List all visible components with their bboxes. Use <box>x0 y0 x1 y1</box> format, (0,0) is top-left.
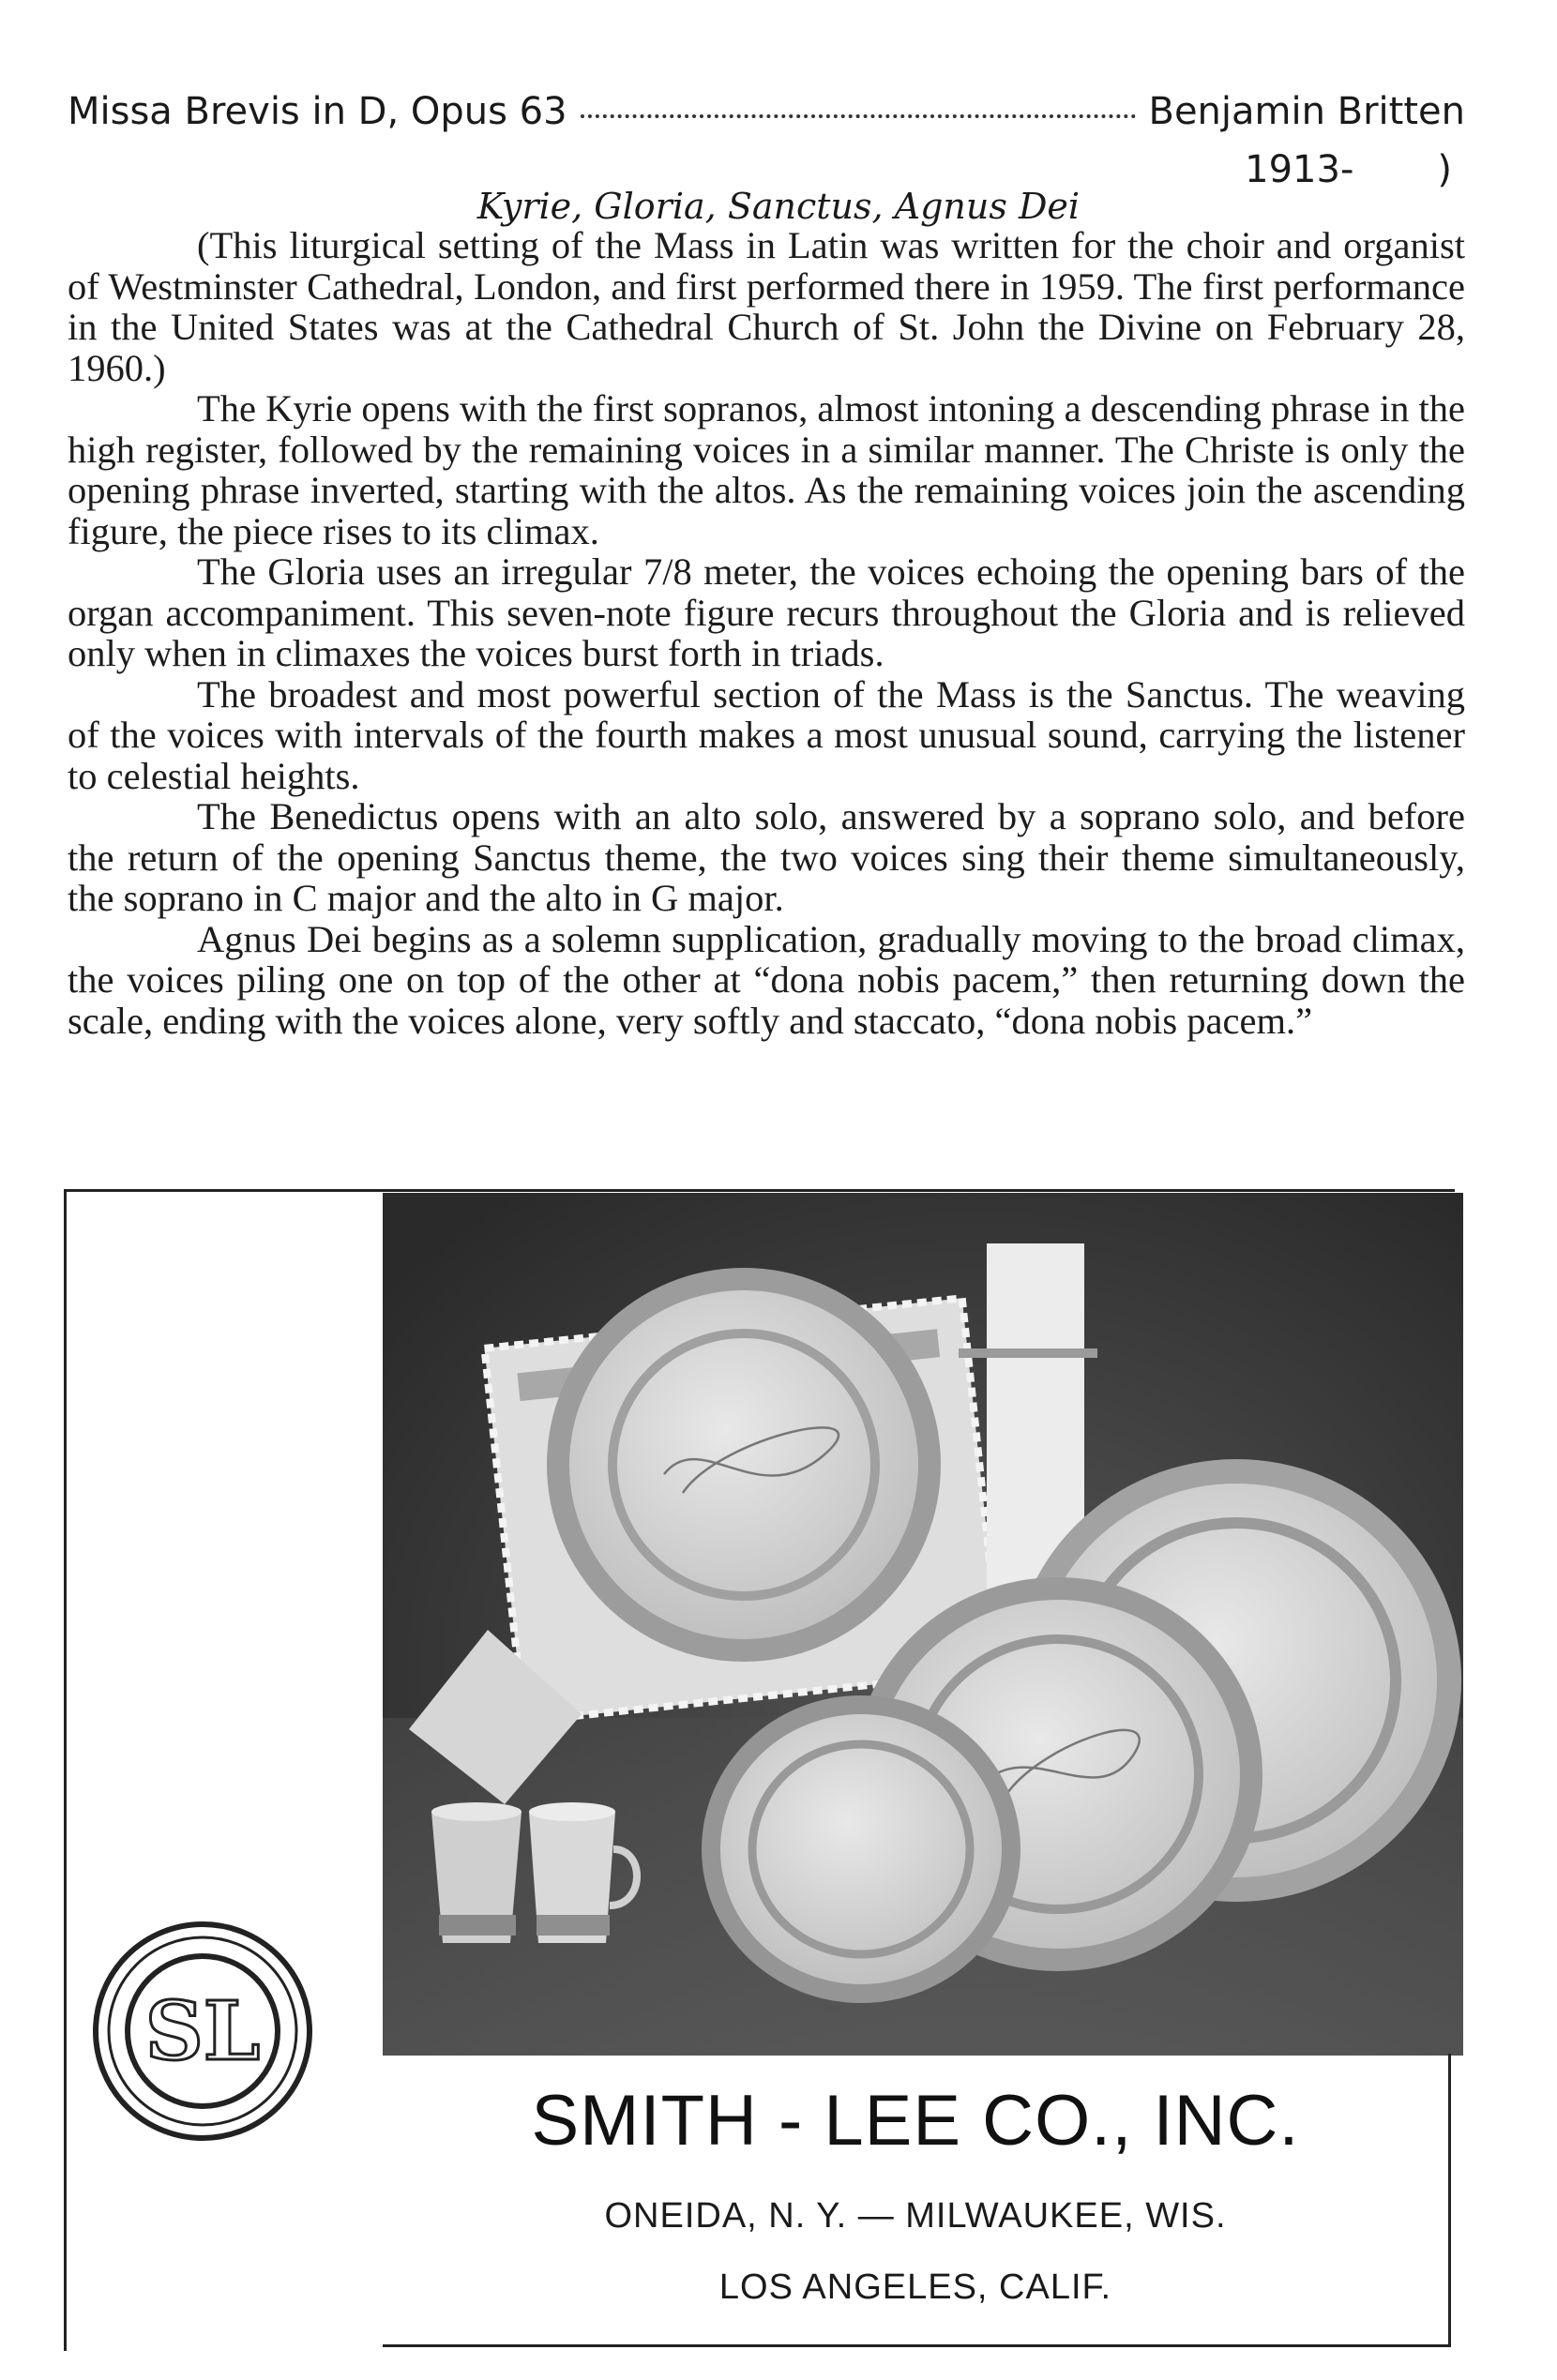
cup-left <box>431 1802 522 1943</box>
dot-leader <box>581 114 1136 118</box>
note-paragraph-benedictus: The Benedictus opens with an alto solo, answered by a soprano solo, and before the return of the opening Sanctus theme, the two voices sing their theme simultaneously, the soprano in C major and the alto in G major. <box>68 795 1465 919</box>
composer-name: Benjamin Britten <box>1148 90 1465 133</box>
sl-monogram-icon <box>90 1919 315 2144</box>
program-notes <box>68 225 1465 1041</box>
movement-list: Kyrie, Gloria, Sanctus, Agnus Dei <box>476 186 1081 227</box>
company-name: SMITH - LEE CO., INC. <box>531 2081 1300 2161</box>
smith-lee-logo <box>90 1919 315 2144</box>
composer-dates: 1913- ) <box>1245 148 1452 191</box>
plate-large-back <box>547 1268 941 1662</box>
tableware-photo <box>383 1193 1463 2056</box>
plate-small <box>702 1695 1020 2003</box>
tableware-illustration <box>383 1193 1463 2056</box>
note-paragraph-intro: (This liturgical setting of the Mass in Latin was written for the choir and organist of Westminster Cathedral, London, and first performed there in 1959. The first performance in the United States was at the Cathedral Church of St. John the Divine on February 28, 1960.) <box>68 224 1465 389</box>
note-paragraph-agnus-dei: Agnus Dei begins as a solemn supplication, gradually moving to the broad climax, the voices piling one on top of the other at “dona nobis pacem,” then returning down the scale, ending with the voices alone, very softly and staccato, “dona nobis pacem.” <box>68 917 1465 1042</box>
work-title-line <box>68 90 1465 146</box>
work-title: Missa Brevis in D, Opus 63 <box>68 90 567 133</box>
company-locations-line1: ONEIDA, N. Y. — MILWAUKEE, WIS. <box>604 2196 1227 2236</box>
svg-text:SL: SL <box>144 1984 261 2079</box>
note-paragraph-kyrie: The Kyrie opens with the first sopranos, almost intoning a descending phrase in the high register, followed by the remaining voices in a similar manner. The Christe is only the opening phrase inverted, starting with the altos. As the remaining voices join the ascending figure, the piece rises to its climax. <box>68 387 1465 552</box>
company-locations-line2: LOS ANGELES, CALIF. <box>718 2267 1112 2307</box>
note-paragraph-gloria: The Gloria uses an irregular 7/8 meter, the voices echoing the opening bars of the organ accompaniment. This seven-note figure recurs throughout the Gloria and is relieved only when in climaxes the voices burst forth in triads. <box>68 550 1465 674</box>
note-paragraph-sanctus: The broadest and most powerful section of the Mass is the Sanctus. The weaving of the voices with intervals of the fourth makes a most unusual sound, carrying the listener to celestial heights. <box>68 672 1465 797</box>
